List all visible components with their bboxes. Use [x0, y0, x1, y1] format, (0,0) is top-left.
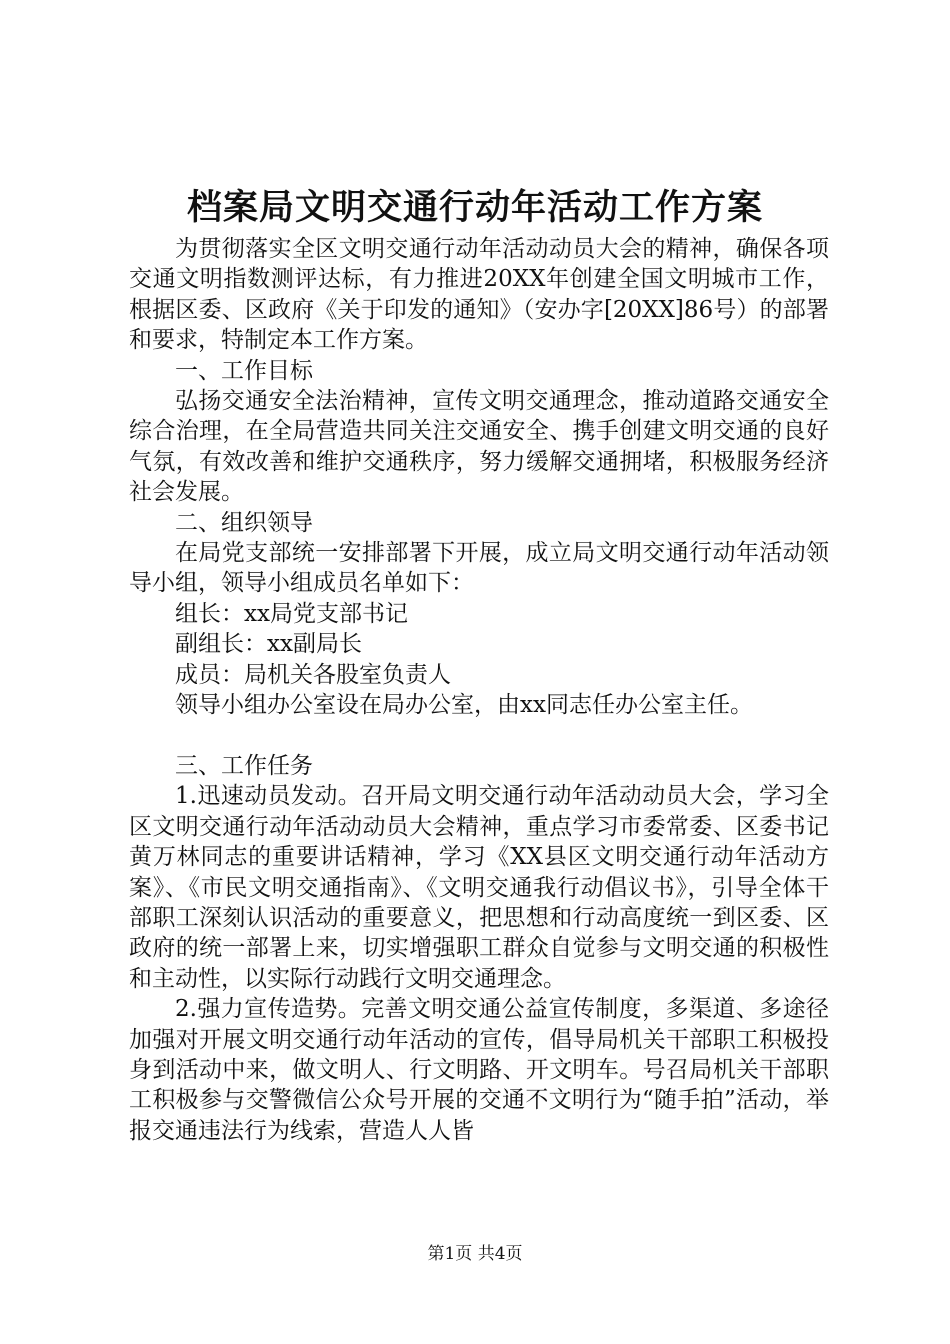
office-line: 领导小组办公室设在局办公室，由xx同志任办公室主任。 [175, 692, 753, 719]
document-title: 档案局文明交通行动年活动工作方案 [186, 187, 763, 228]
leadership-paragraph: 在局党支部统一安排部署下开展，成立局文明交通行动年活动领导小组，领导小组成员名单如下： [129, 540, 829, 597]
members-line: 成员：局机关各股室负责人 [175, 661, 451, 688]
deputy-leader-line: 副组长：xx副局长 [175, 631, 362, 658]
blank-line [129, 721, 829, 751]
section-heading-tasks: 三、工作任务 [175, 752, 313, 779]
page-footer: 第1页 共4页 [427, 1244, 523, 1264]
document-body [129, 234, 829, 1146]
task-2-paragraph: 2.强力宣传造势。完善文明交通公益宣传制度，多渠道、多途径加强对开展文明交通行动年活动的宣传，倡导局机关干部职工积极投身到活动中来，做文明人、行文明路、开文明车。号召局机关干部职工积极参与交警微信公众号开展的交通不文明行为“随手拍”活动，举报交通违法行为线索，营造人人皆 [129, 996, 829, 1144]
leader-line: 组长：xx局党支部书记 [175, 600, 408, 627]
section-heading-goals: 一、工作目标 [175, 357, 313, 384]
intro-paragraph: 为贯彻落实全区文明交通行动年活动动员大会的精神，确保各项交通文明指数测评达标，有力推进20XX年创建全国文明城市工作，根据区委、区政府《关于印发的通知》（安办字[20XX]86号）的部署和要求，特制定本工作方案。 [129, 236, 829, 354]
section-heading-leadership: 二、组织领导 [175, 509, 313, 536]
task-1-paragraph: 1.迅速动员发动。召开局文明交通行动年活动动员大会，学习全区文明交通行动年活动动员大会精神，重点学习市委常委、区委书记黄万林同志的重要讲话精神，学习《XX县区文明交通行动年活动方案》、《市民文明交通指南》、《文明交通我行动倡议书》，引导全体干部职工深刻认识活动的重要意义，把思想和行动高度统一到区委、区政府的统一部署上来，切实增强职工群众自觉参与文明交通的积极性和主动性，以实际行动践行文明交通理念。 [129, 783, 829, 992]
goals-paragraph: 弘扬交通安全法治精神，宣传文明交通理念，推动道路交通安全综合治理，在全局营造共同关注交通安全、携手创建文明交通的良好气氛，有效改善和维护交通秩序，努力缓解交通拥堵，积极服务经济社会发展。 [129, 388, 829, 506]
